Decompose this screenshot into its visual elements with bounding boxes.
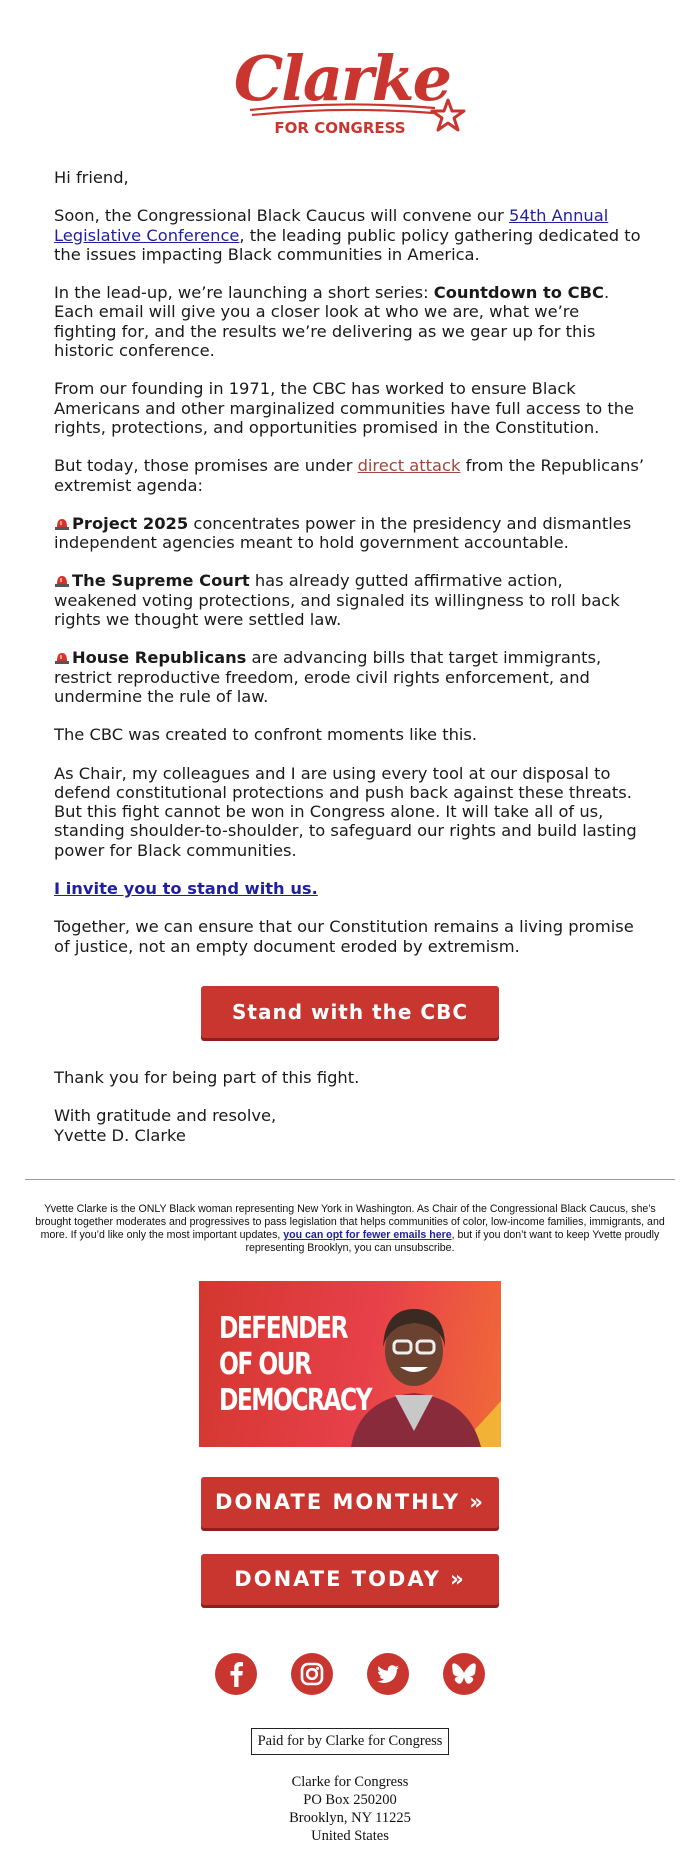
bullet-text: concentrates power in the presidency and dismantles independent agencies meant to hold government accountable. <box>54 513 632 553</box>
logo-name: Clarke <box>233 42 451 115</box>
clarke-logo-icon <box>230 38 470 138</box>
greeting: Hi friend, <box>54 168 129 187</box>
signoff: With gratitude and resolve, <box>54 1106 277 1126</box>
paragraph-confront: The CBC was created to confront moments like this. <box>54 725 478 745</box>
paragraph-chair: As Chair, my colleagues and I are using every tool at our disposal to defend constitutional protections and push back against these threats. But this fight cannot be won in Congress alone. It will take all of us, standing shoulder-to-shoulder, to safeguard our rights and build lasting power for Black communities. <box>54 763 637 860</box>
signature: Yvette D. Clarke <box>54 1125 186 1145</box>
fewer-emails-link[interactable]: you can opt for fewer emails here <box>283 1228 452 1241</box>
bullet-project-2025 <box>54 514 646 553</box>
siren-icon <box>54 651 70 664</box>
bullet-text: are advancing bills that target immigrants, restrict reproductive freedom, erode civil rights enforcement, and undermine the rule of law. <box>54 648 602 706</box>
defender-banner[interactable] <box>199 1281 501 1447</box>
facebook-icon[interactable] <box>215 1653 257 1695</box>
banner-line: DEFENDER <box>219 1310 347 1346</box>
paragraph-intro <box>54 206 646 264</box>
conference-link[interactable]: 54th Annual Legislative Conference <box>54 206 609 245</box>
donate-monthly-row <box>25 1477 675 1528</box>
bullet-house-republicans <box>54 648 646 706</box>
portrait-illustration <box>199 1281 501 1447</box>
siren-icon <box>54 574 70 587</box>
cta-row <box>54 986 646 1038</box>
attack-text-end: from the Republicans’ extremist agenda: <box>54 456 645 495</box>
social-links <box>25 1653 675 1700</box>
bullet-supreme-court <box>54 571 646 629</box>
invite-link[interactable]: I invite you to stand with us. <box>54 879 318 899</box>
bullet-title: House Republicans <box>72 648 247 668</box>
thanks: Thank you for being part of this fight. <box>54 1067 360 1087</box>
intro-text: Soon, the Congressional Black Caucus will convene our <box>54 206 510 226</box>
donate-today-row <box>25 1554 675 1605</box>
address-line: Clarke for Congress <box>291 1773 409 1790</box>
banner-line: OF OUR <box>219 1346 311 1382</box>
intro-text-end: , the leading public policy gathering dedicated to the issues impacting Black communities in America. <box>54 225 641 264</box>
paid-for-box: Paid for by Clarke for Congress <box>251 1728 450 1755</box>
donate-today-button[interactable]: DONATE TODAY » <box>201 1554 499 1605</box>
stand-with-cbc-button[interactable]: Stand with the CBC <box>201 986 499 1038</box>
address-line: United States <box>311 1827 389 1844</box>
bluesky-icon[interactable] <box>443 1653 485 1695</box>
series-text-end: . Each email will give you a closer look at who we are, what we’re fighting for, and the results we’re delivering as we gear up for this historic conference. <box>54 283 610 361</box>
series-text: In the lead-up, we’re launching a short series: <box>54 283 434 303</box>
footer-note-text-end: , but if you don’t want to keep Yvette proudly representing Brooklyn, you can unsubscribe. <box>245 1228 660 1254</box>
banner-line: DEMOCRACY <box>219 1382 371 1418</box>
paragraph-attack <box>54 456 646 495</box>
paragraph-together: Together, we can ensure that our Constitution remains a living promise of justice, not an empty document eroded by extremism. <box>54 917 634 956</box>
donate-monthly-button[interactable]: DONATE MONTHLY » <box>201 1477 499 1528</box>
bullet-text: has already gutted affirmative action, weakened voting protections, and signaled its willingness to roll back rights we thought were settled law. <box>54 571 620 630</box>
siren-icon <box>54 517 70 530</box>
twitter-icon[interactable] <box>367 1653 409 1695</box>
invite-paragraph <box>54 879 646 898</box>
address-line: PO Box 250200 <box>303 1791 397 1808</box>
bullet-title: Project 2025 <box>72 513 189 533</box>
logo-tagline: FOR CONGRESS <box>274 119 406 137</box>
campaign-logo[interactable] <box>25 0 675 168</box>
bullet-title: The Supreme Court <box>72 571 250 591</box>
attack-text: But today, those promises are under <box>54 456 358 476</box>
paragraph-founding: From our founding in 1971, the CBC has worked to ensure Black Americans and other marginalized communities have full access to the rights, protections, and opportunities promised in the Constitution. <box>54 379 635 437</box>
paid-for-disclaimer <box>25 1728 675 1755</box>
footer-note-text: Yvette Clarke is the ONLY Black woman representing New York in Washington. As Chair of the Congressional Black Caucus, she’s brought together moderates and progressives to pass legislation that helps communities of color, low-income families, immigrants, and more. If you’d like only the most important updates, <box>35 1202 665 1241</box>
footer-note <box>25 1180 675 1255</box>
paragraph-series <box>54 283 646 360</box>
email-body <box>25 168 675 1145</box>
mailing-address <box>25 1773 675 1845</box>
instagram-icon[interactable] <box>291 1653 333 1695</box>
email-page <box>25 0 675 1845</box>
direct-attack-link[interactable]: direct attack <box>357 456 461 476</box>
address-line: Brooklyn, NY 11225 <box>289 1809 411 1826</box>
series-title: Countdown to CBC <box>433 283 604 303</box>
